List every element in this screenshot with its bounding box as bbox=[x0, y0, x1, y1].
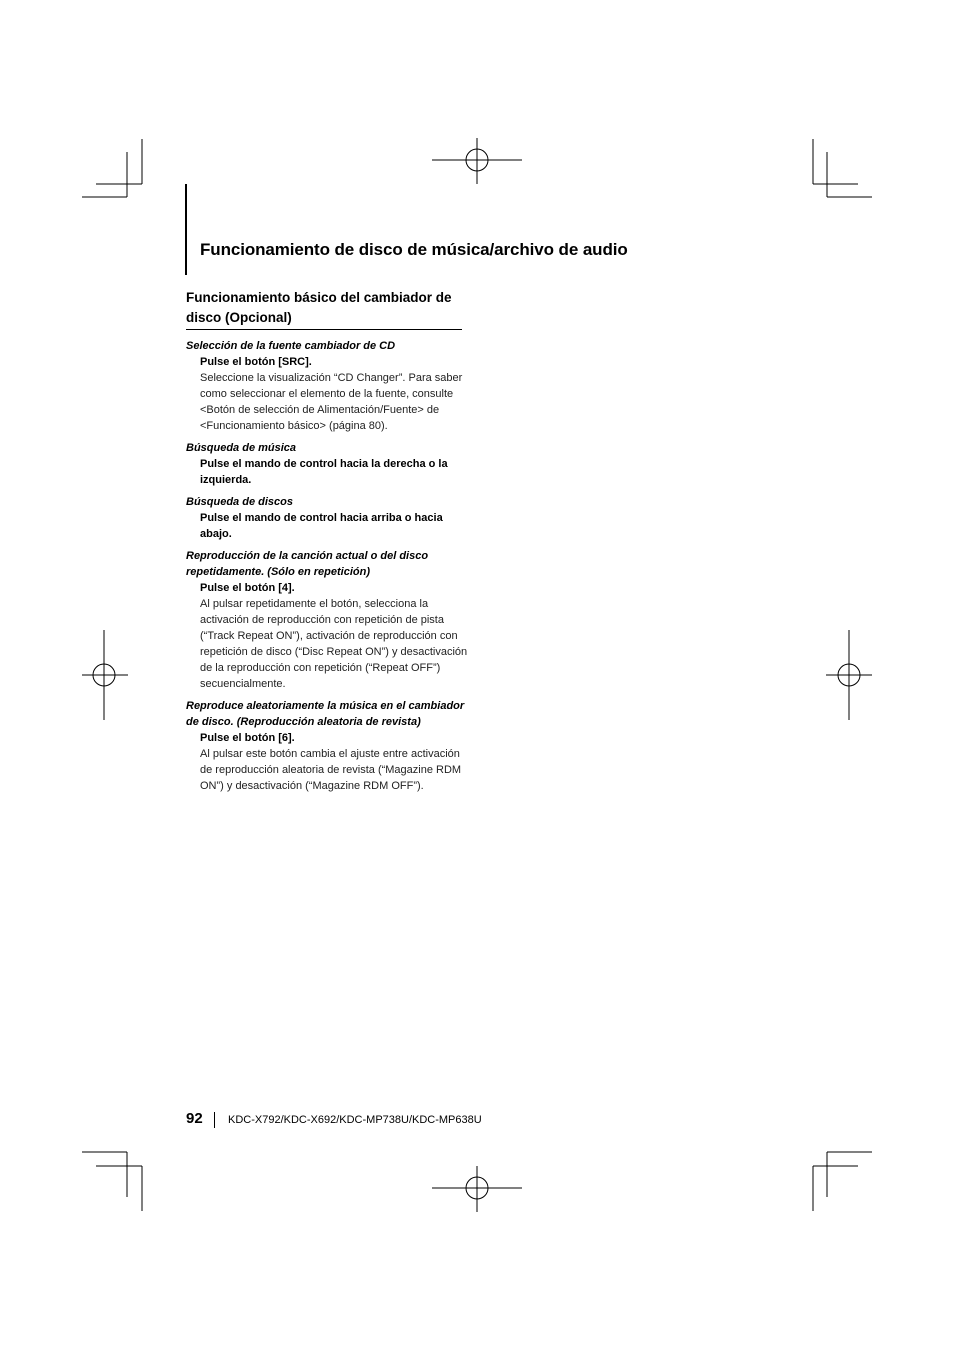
block-label: Reproducción de la canción actual o del disco repetidamente. (Sólo en repetición) bbox=[186, 550, 429, 578]
block-instruction: Pulse el botón [6]. bbox=[200, 732, 295, 744]
block-description: Seleccione la visualización “CD Changer”. Para saber como seleccionar el elemento de la fuente, consulte <Botón de selección de Alimentación/Fuente> de <Funcionamiento básico> (página 80). bbox=[200, 372, 463, 432]
block-label: Búsqueda de discos bbox=[186, 496, 293, 508]
page-title: Funcionamiento de disco de música/archivo de audio bbox=[200, 240, 628, 259]
model-numbers: KDC-X792/KDC-X692/KDC-MP738U/KDC-MP638U bbox=[228, 1114, 482, 1126]
block-music-search bbox=[186, 440, 471, 488]
block-cd-source bbox=[186, 338, 471, 434]
block-label: Selección de la fuente cambiador de CD bbox=[186, 340, 396, 352]
block-disc-search bbox=[186, 494, 471, 542]
block-instruction: Pulse el mando de control hacia arriba o hacia abajo. bbox=[200, 512, 443, 540]
page-number: 92 bbox=[186, 1110, 203, 1127]
block-instruction: Pulse el botón [SRC]. bbox=[200, 356, 312, 368]
block-description: Al pulsar este botón cambia el ajuste entre activación de reproducción aleatoria de revista (“Magazine RDM ON”) y desactivación (“Magazine RDM OFF”). bbox=[200, 748, 462, 792]
content-column bbox=[186, 338, 471, 800]
block-repeat bbox=[186, 548, 471, 692]
block-description: Al pulsar repetidamente el botón, selecciona la activación de reproducción con repetición de pista (“Track Repeat ON”), activación de reproducción con repetición de disco (“Disc Repeat ON”) y desactivación de la reproducción con repetición (“Repeat OFF”) secuencialmente. bbox=[200, 598, 468, 690]
block-magazine-random bbox=[186, 698, 471, 794]
heading-rule bbox=[185, 184, 187, 275]
block-label: Búsqueda de música bbox=[186, 442, 297, 454]
block-instruction: Pulse el mando de control hacia la derecha o la izquierda. bbox=[200, 458, 448, 486]
block-label: Reproduce aleatoriamente la música en el cambiador de disco. (Reproducción aleatoria de revista) bbox=[186, 700, 465, 728]
section-title: Funcionamiento básico del cambiador de disco (Opcional) bbox=[186, 288, 462, 330]
block-instruction: Pulse el botón [4]. bbox=[200, 582, 295, 594]
footer-divider bbox=[214, 1112, 215, 1128]
